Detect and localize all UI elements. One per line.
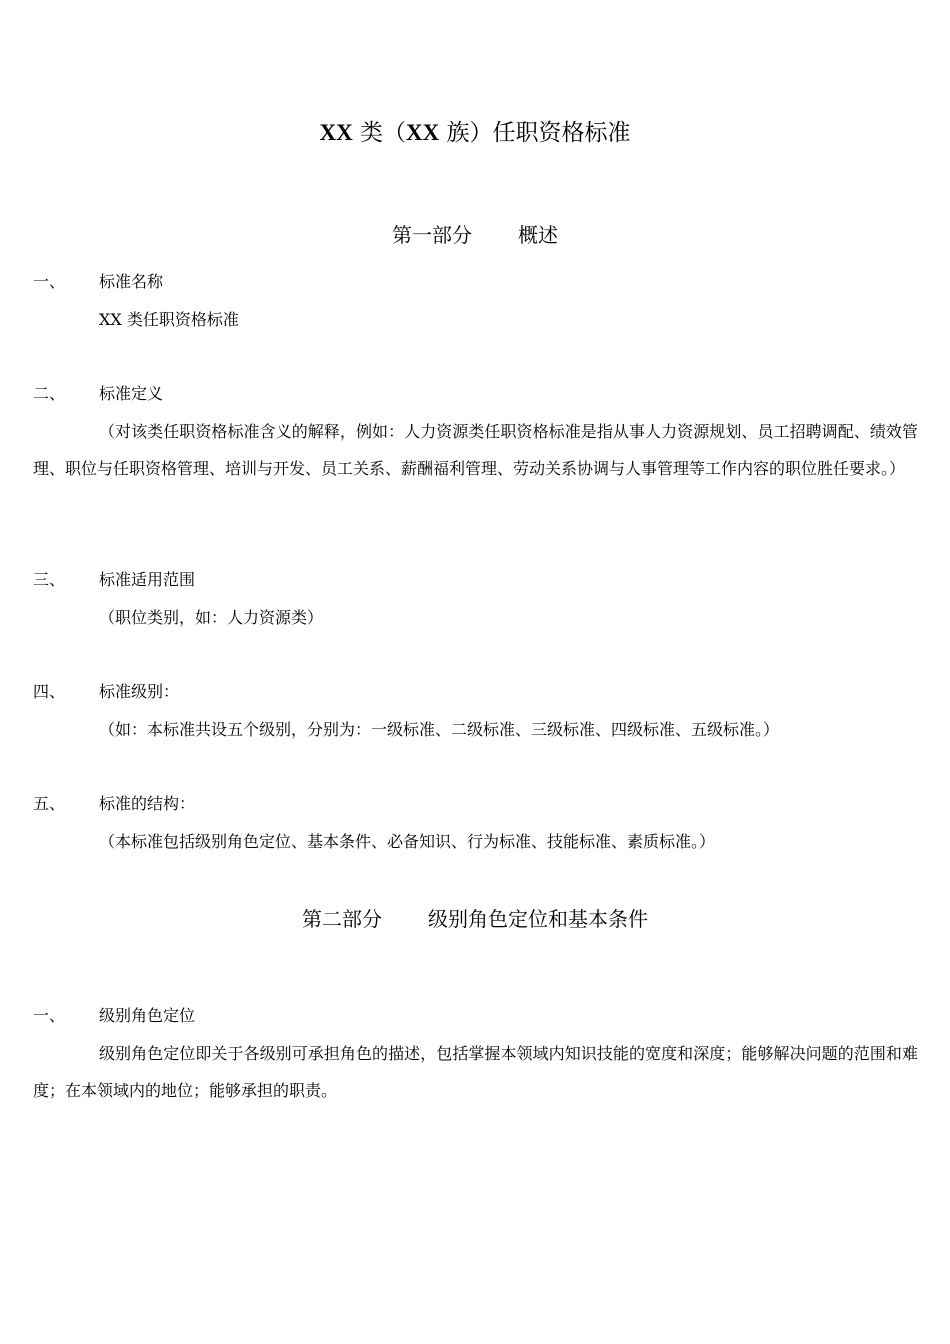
- section-number: 五、: [33, 794, 66, 813]
- part2-section1-body: 级别角色定位即关于各级别可承担角色的描述，包括掌握本领域内知识技能的宽度和深度；能够解决问题的范围和难度；在本领域内的地位；能够承担的职责。: [33, 1044, 918, 1100]
- section-number: 四、: [33, 682, 66, 701]
- part1-section5-body: （本标准包括级别角色定位、基本条件、必备知识、行为标准、技能标准、素质标准。）: [99, 832, 716, 851]
- part1-section1-body: XX 类任职资格标准: [99, 310, 239, 329]
- part1-section2-heading: [33, 382, 163, 406]
- section-number: 一、: [33, 1006, 66, 1025]
- part2-title: [0, 904, 950, 934]
- part1-section2-body: （对该类任职资格标准含义的解释，例如：人力资源类任职资格标准是指从事人力资源规划、员工招聘调配、绩效管理、职位与任职资格管理、培训与开发、员工关系、薪酬福利管理、劳动关系协调与人事管理等工作内容的职位胜任要求。）: [33, 422, 918, 478]
- section-number: 一、: [33, 272, 66, 291]
- part1-title: [0, 220, 950, 250]
- part1-section3-heading: [33, 568, 195, 592]
- section-heading-text: 标准名称: [99, 272, 164, 291]
- part2-name: 级别角色定位和基本条件: [428, 907, 648, 931]
- section-heading-text: 标准的结构：: [99, 794, 196, 813]
- part1-section1-heading: [33, 270, 163, 294]
- title-xx-1: XX: [319, 120, 353, 145]
- part1-name: 概述: [518, 223, 558, 247]
- part2-label: 第二部分: [302, 907, 382, 931]
- section-heading-text: 标准适用范围: [99, 570, 196, 589]
- part2-section1-heading: [33, 1004, 195, 1028]
- section-number: 二、: [33, 384, 66, 403]
- title-xx-2: XX: [406, 120, 440, 145]
- title-part-2: 族）任职资格标准: [439, 120, 631, 146]
- part1-section3-body: （职位类别，如：人力资源类）: [99, 608, 324, 627]
- part1-label: 第一部分: [392, 223, 472, 247]
- part1-section4-body: （如：本标准共设五个级别，分别为：一级标准、二级标准、三级标准、四级标准、五级标准。）: [99, 720, 780, 739]
- section-heading-text: 标准定义: [99, 384, 164, 403]
- part1-section4-heading: [33, 680, 179, 704]
- document-title: [0, 116, 950, 150]
- section-number: 三、: [33, 570, 66, 589]
- section-heading-text: 标准级别：: [99, 682, 180, 701]
- section-heading-text: 级别角色定位: [99, 1006, 196, 1025]
- title-part-1: 类（: [352, 120, 406, 146]
- part1-section5-heading: [33, 792, 195, 816]
